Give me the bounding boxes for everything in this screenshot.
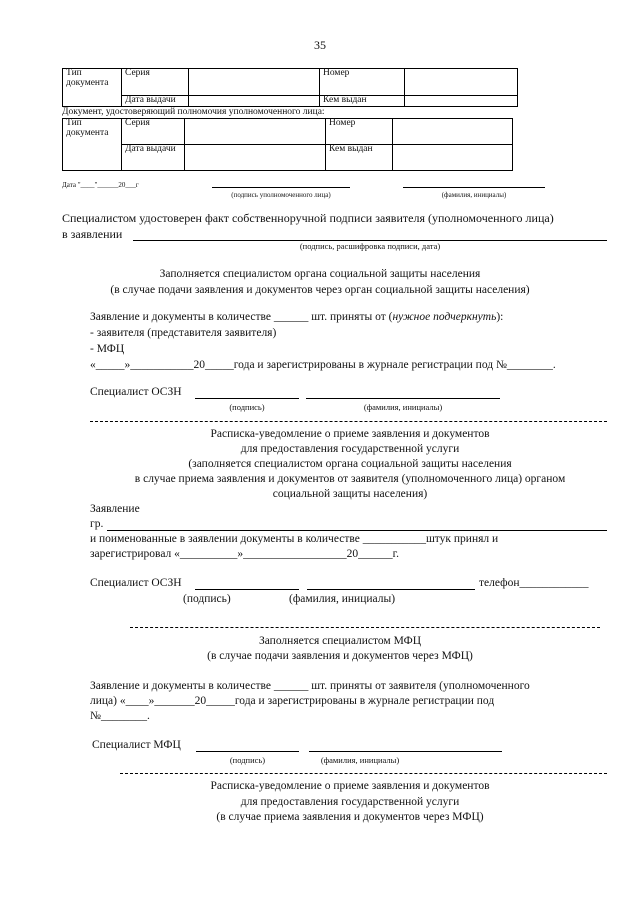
receipt1-title: Расписка-уведомление о приеме заявления и документов (210, 428, 490, 440)
oszn-name-line[interactable] (306, 398, 500, 399)
number-label: Номер (326, 119, 393, 145)
doc-type-label: Тип документа (63, 69, 122, 107)
mfc-accepted-text: Заявление и документы в количестве ______ шт. приняты от заявителя (уполномоченного (90, 680, 530, 692)
receipt1-name-caption: (фамилия, инициалы) (289, 593, 396, 605)
receipt1-note1: (заполняется специалистом органа социальной защиты населения (188, 458, 512, 470)
mfc-registered-text: лица) «____»_______20_____года и зарегистрированы в журнале регистрации под (90, 695, 495, 707)
date-field: Дата "____"______20___г (62, 181, 139, 189)
issued-by-label: Кем выдан (320, 96, 405, 107)
mfc-name-line[interactable] (309, 751, 502, 752)
oszn-registration-line: «_____»___________20_____года и зарегистрированы в журнале регистрации под №________. (90, 359, 556, 371)
receipt1-subtitle: для предоставления государственной услуги (240, 443, 460, 455)
mfc-signature-caption: (подпись) (229, 755, 266, 765)
authority-document-caption: Документ, удостоверяющий полномочия уполномоченного лица: (62, 107, 325, 117)
authority-document-table (62, 118, 513, 171)
authorized-signature-line[interactable] (212, 187, 350, 188)
mfc-heading: Заполняется специалистом МФЦ (258, 635, 422, 647)
cut-line (90, 421, 607, 422)
receipt1-phone: телефон____________ (479, 577, 589, 589)
receipt1-name-line[interactable] (307, 589, 475, 590)
receipt1-note3: социальной защиты населения) (272, 488, 428, 500)
doc-type-label: Тип документа (63, 119, 122, 171)
receipt1-registered-text: зарегистрировал «__________»__________________20______г. (90, 548, 399, 560)
oszn-subheading: (в случае подачи заявления и документов через орган социальной защиты населения) (110, 284, 530, 296)
issue-date-label: Дата выдачи (122, 96, 189, 107)
certify-text: Специалистом удостоверен факт собственноручной подписи заявителя (уполномоченного лица) (62, 211, 554, 225)
number-label: Номер (320, 69, 405, 96)
number-value[interactable] (405, 69, 518, 96)
issued-by-label: Кем выдан (326, 145, 393, 171)
authorized-signature-caption: (подпись уполномоченного лица) (231, 191, 331, 199)
receipt1-specialist-label: Специалист ОСЗН (90, 577, 182, 589)
oszn-signature-caption: (подпись) (229, 402, 265, 412)
page-number: 35 (314, 38, 326, 52)
cut-line (120, 773, 607, 774)
receipt1-citizen-line[interactable] (107, 530, 607, 531)
oszn-heading: Заполняется специалистом органа социальной защиты населения (159, 268, 481, 280)
oszn-accepted-text (90, 311, 503, 323)
receipt1-documents-text: и поименованные в заявлении документы в количестве ___________штук принял и (90, 533, 499, 545)
mfc-registration-number: №________. (90, 710, 150, 722)
oszn-signature-line[interactable] (195, 398, 299, 399)
authorized-name-line[interactable] (403, 187, 545, 188)
applicant-document-table (62, 68, 518, 107)
receipt1-note2: в случае приема заявления и документов от заявителя (уполномоченного лица) органом (134, 473, 566, 485)
mfc-subheading: (в случае подачи заявления и документов через МФЦ) (207, 650, 473, 662)
oszn-specialist-label: Специалист ОСЗН (90, 386, 182, 398)
number-value[interactable] (393, 119, 513, 145)
oszn-accepted-b: ): (496, 311, 504, 323)
issued-by-value[interactable] (393, 145, 513, 171)
mfc-specialist-label: Специалист МФЦ (92, 739, 181, 751)
issue-date-value[interactable] (189, 96, 320, 107)
series-label: Серия (122, 69, 189, 96)
oszn-accepted-emphasis: нужное подчеркнуть (392, 311, 497, 323)
receipt1-application-label: Заявление (90, 503, 140, 515)
receipt1-citizen-label: гр. (90, 518, 104, 530)
option-mfc[interactable]: - МФЦ (90, 343, 125, 355)
receipt1-signature-line[interactable] (195, 589, 299, 590)
receipt2-note: (в случае приема заявления и документов через МФЦ) (216, 811, 484, 823)
receipt2-subtitle: для предоставления государственной услуги (240, 796, 460, 808)
issue-date-value[interactable] (185, 145, 326, 171)
series-value[interactable] (189, 69, 320, 96)
oszn-name-caption: (фамилия, инициалы) (363, 402, 443, 412)
issued-by-value[interactable] (405, 96, 518, 107)
oszn-accepted-a: Заявление и документы в количестве ______ шт. приняты от ( (90, 311, 393, 323)
issue-date-label: Дата выдачи (122, 145, 185, 171)
authorized-name-caption: (фамилия, инициалы) (441, 191, 507, 199)
certify-in-application: в заявлении (62, 227, 123, 241)
cut-line (130, 627, 600, 628)
series-value[interactable] (185, 119, 326, 145)
series-label: Серия (122, 119, 185, 145)
option-applicant[interactable]: - заявителя (представителя заявителя) (90, 327, 277, 339)
mfc-signature-line[interactable] (196, 751, 299, 752)
receipt2-title: Расписка-уведомление о приеме заявления и документов (210, 780, 490, 792)
receipt1-signature-caption: (подпись) (183, 593, 231, 605)
certify-caption: (подпись, расшифровка подписи, дата) (299, 241, 441, 251)
mfc-name-caption: (фамилия, инициалы) (320, 755, 400, 765)
